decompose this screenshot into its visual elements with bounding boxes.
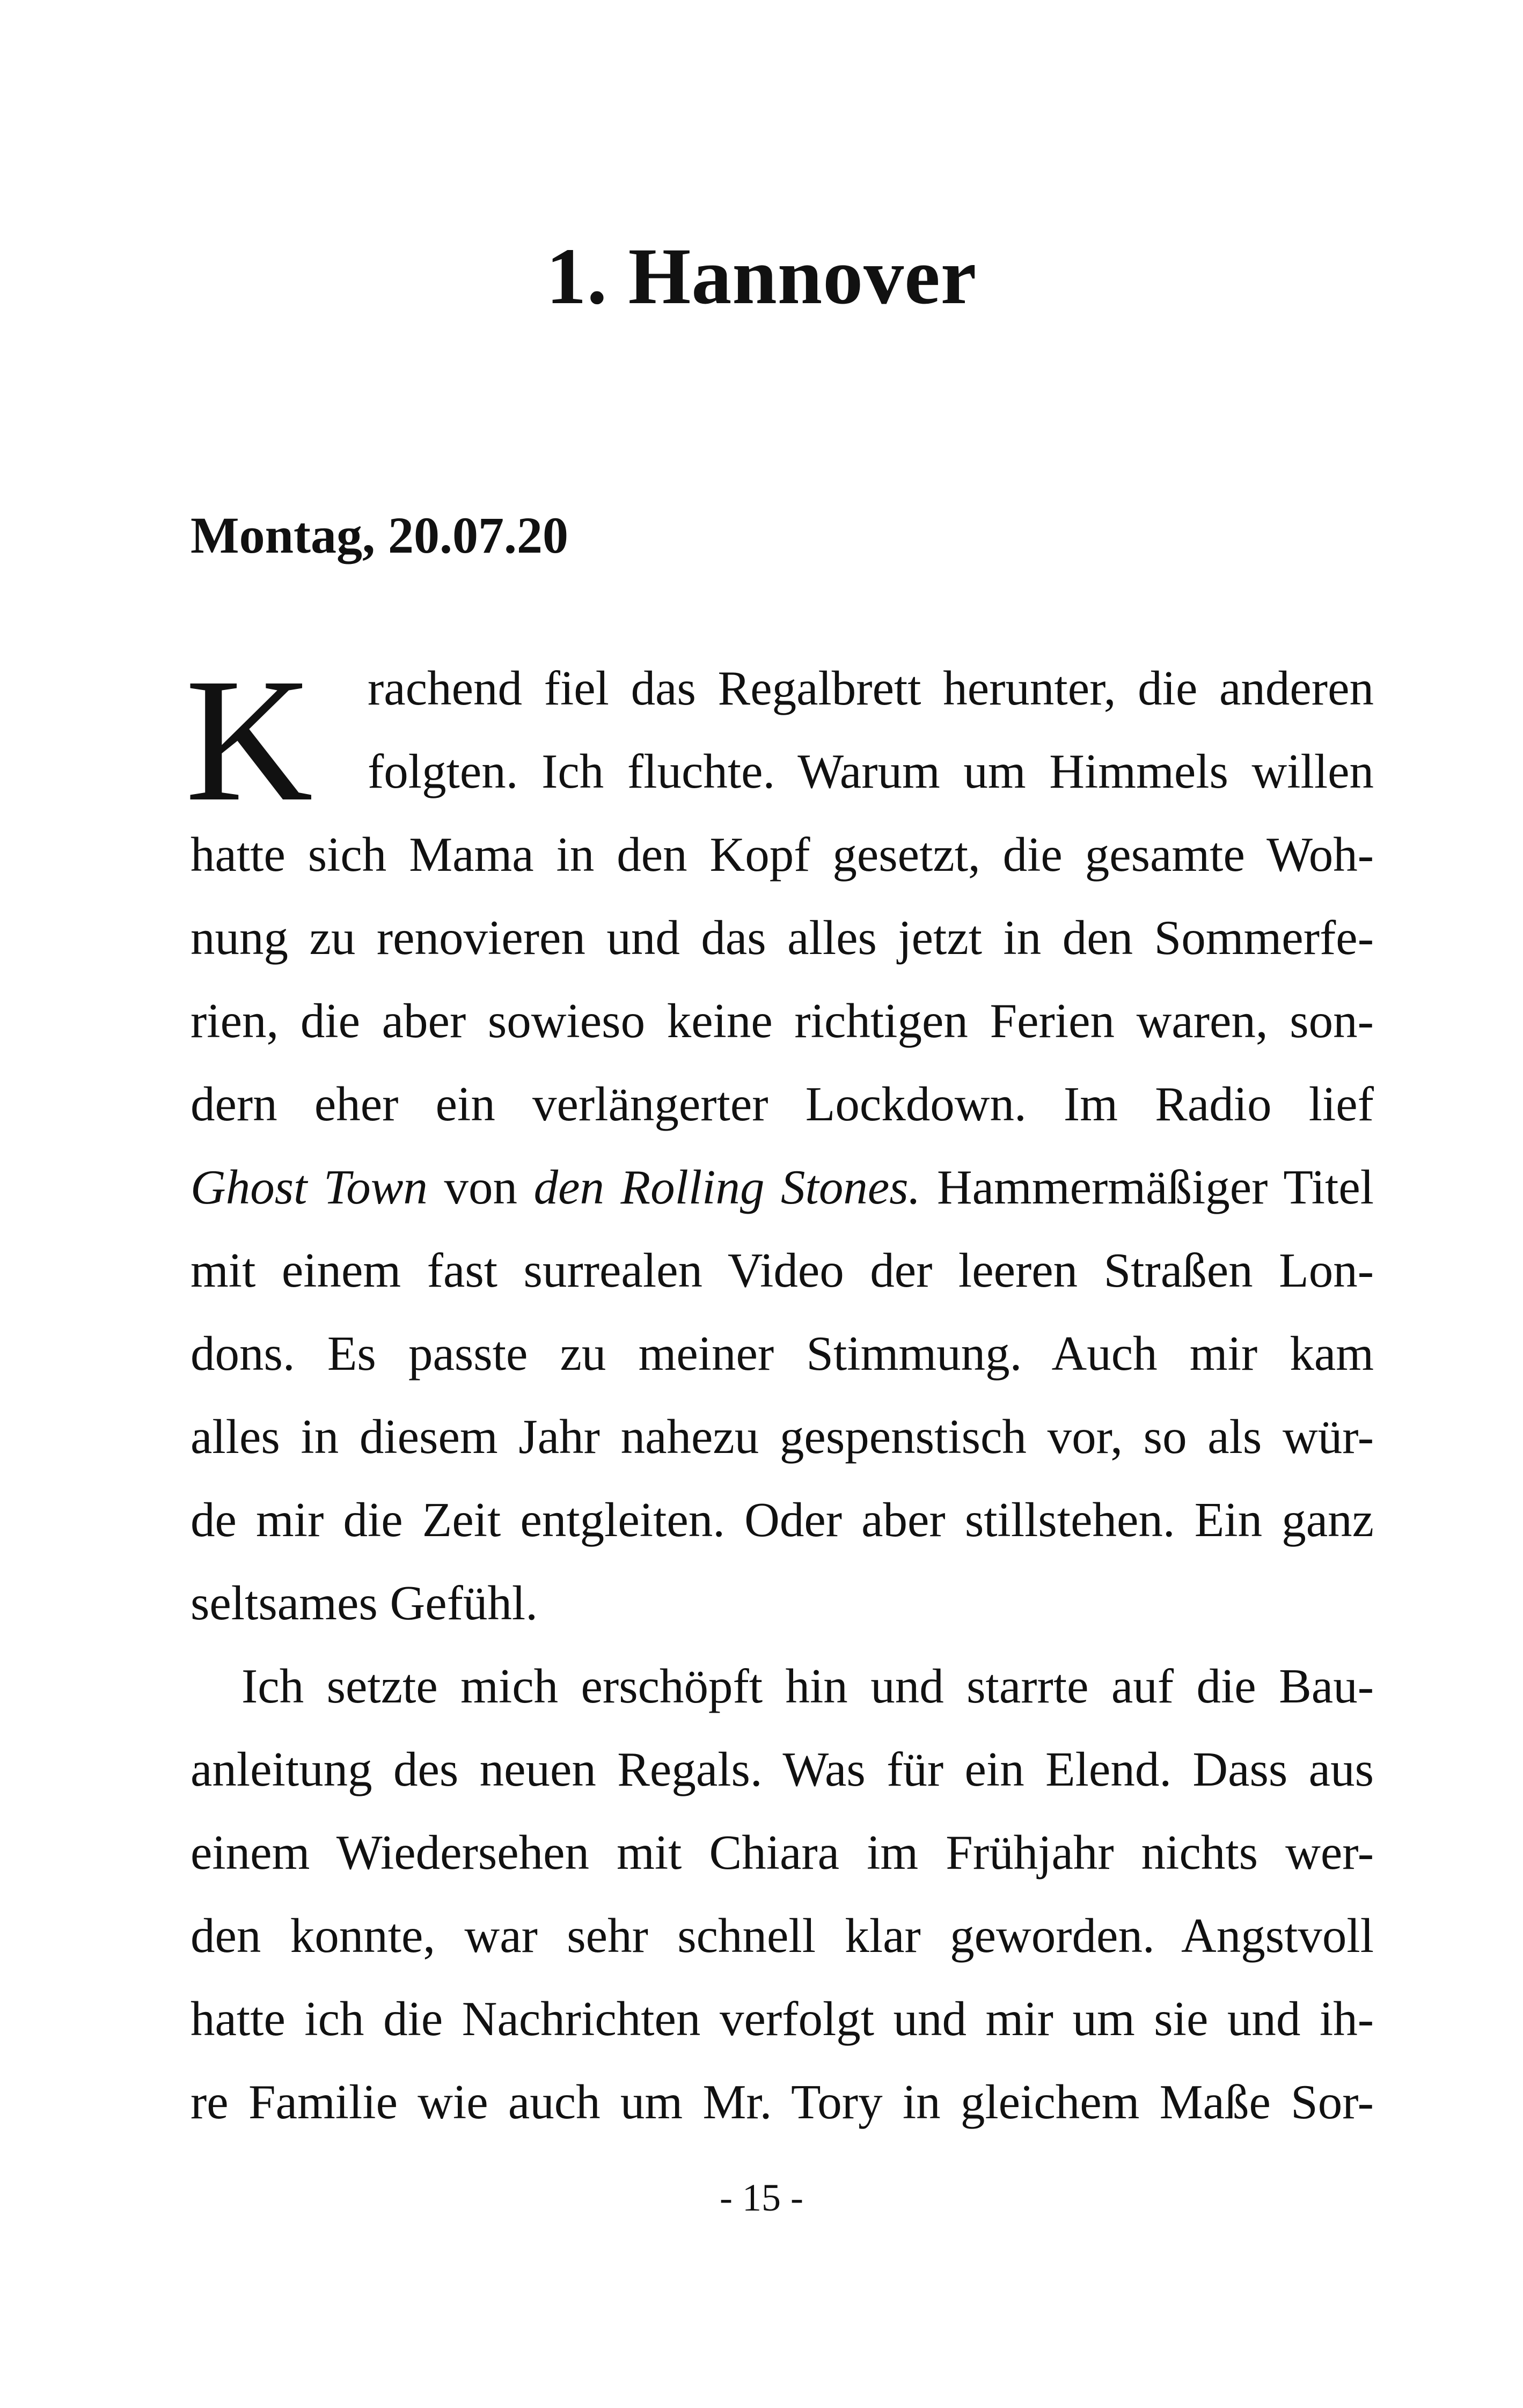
- text-line: rien, die aber sowieso keine richtigen Ferien waren, son-: [191, 994, 1374, 1048]
- text-line: nung zu renovieren und das alles jetzt in den Sommerfe-: [191, 911, 1374, 965]
- text-line: re Familie wie auch um Mr. Tory in gleichem Maße Sor-: [191, 2075, 1374, 2129]
- page-number: - 15 -: [720, 2176, 803, 2219]
- text-line: hatte sich Mama in den Kopf gesetzt, die gesamte Woh-: [191, 827, 1374, 882]
- text-line: einem Wiedersehen mit Chiara im Frühjahr nichts wer-: [191, 1825, 1374, 1880]
- inline-text: von: [427, 1160, 534, 1214]
- text-line: folgten. Ich fluchte. Warum um Himmels willen: [368, 744, 1374, 798]
- text-line: anleitung des neuen Regals. Was für ein Elend. Dass aus: [191, 1742, 1374, 1796]
- text-line: Ich setzte mich erschöpft hin und starrte auf die Bau-: [241, 1659, 1374, 1713]
- text-line-with-italics: [191, 1146, 1374, 1229]
- text-line: mit einem fast surrealen Video der leeren Straßen Lon-: [191, 1243, 1374, 1297]
- text-line: hatte ich die Nachrichten verfolgt und mir um sie und ih-: [191, 1992, 1374, 2046]
- text-line: den konnte, war sehr schnell klar geworden. Angstvoll: [191, 1908, 1374, 1963]
- text-line: dern eher ein verlängerter Lockdown. Im Radio lief: [191, 1077, 1374, 1131]
- date-heading: Montag, 20.07.20: [191, 506, 568, 564]
- band-name: den Rolling Stones.: [533, 1160, 921, 1214]
- text-line: de mir die Zeit entgleiten. Oder aber stillstehen. Ein ganz: [191, 1493, 1374, 1547]
- song-title: Ghost Town: [191, 1160, 428, 1214]
- text-line: dons. Es passte zu meiner Stimmung. Auch mir kam: [191, 1326, 1374, 1381]
- chapter-title: 1. Hannover: [546, 232, 977, 321]
- text-line: seltsames Gefühl.: [191, 1576, 538, 1630]
- text-line: rachend fiel das Regalbrett herunter, die anderen: [368, 661, 1374, 715]
- drop-cap: K: [185, 642, 313, 838]
- text-line: alles in diesem Jahr nahezu gespenstisch vor, so als wür-: [191, 1409, 1374, 1464]
- body-text: [185, 642, 1374, 2143]
- inline-text: Hammermäßiger Titel: [920, 1160, 1374, 1214]
